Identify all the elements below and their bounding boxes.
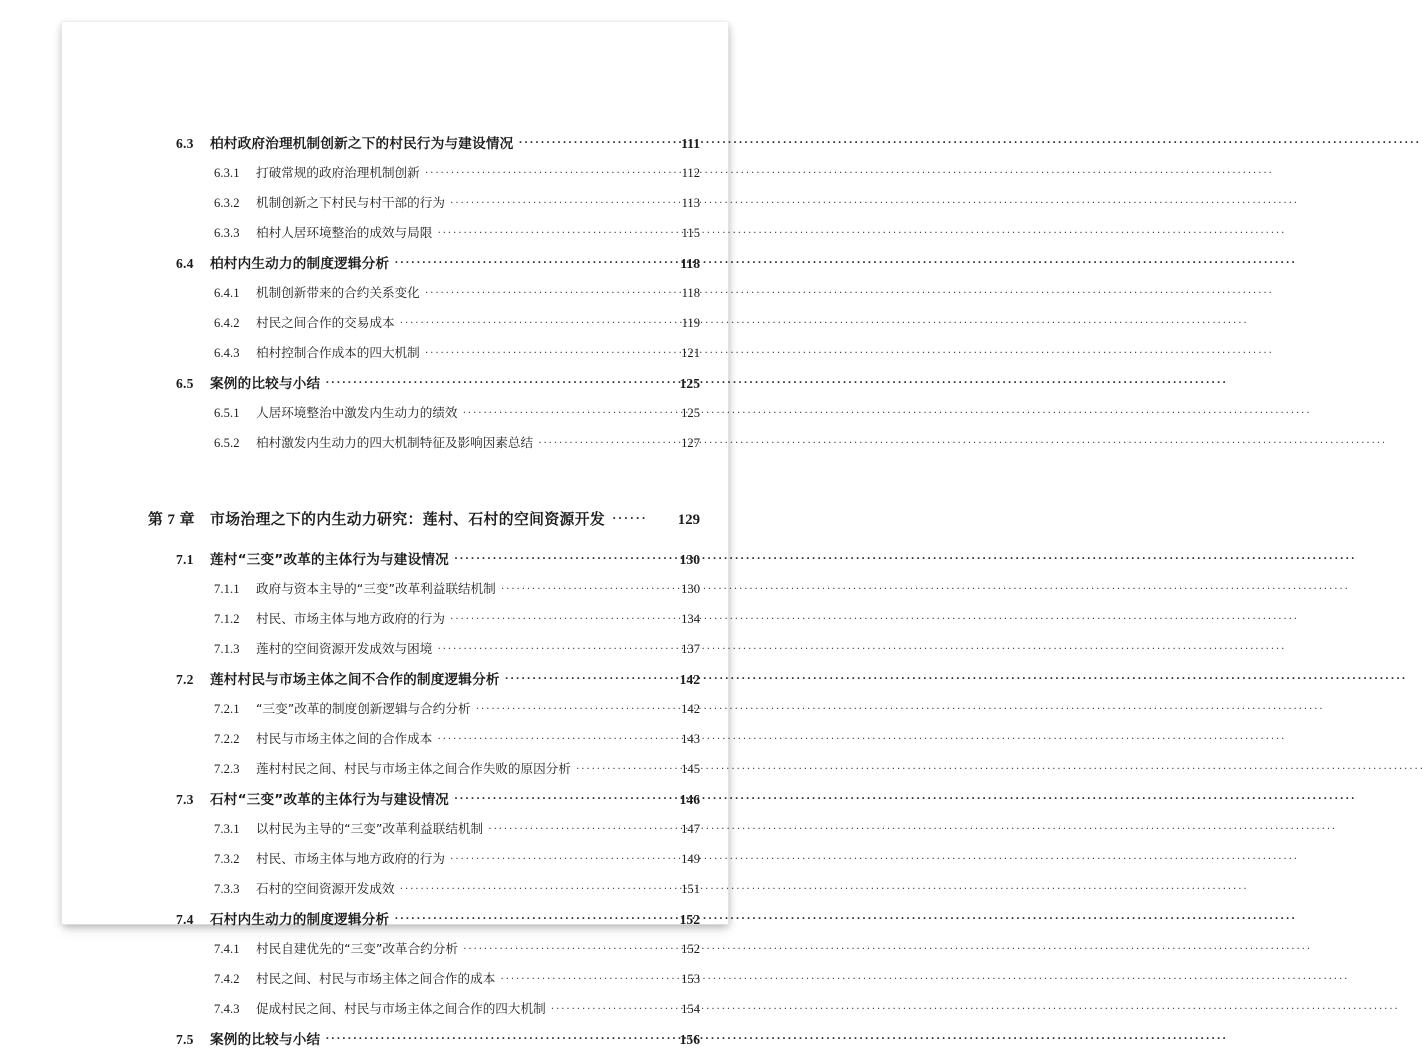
toc-entry-title: 案例的比较与小结 — [210, 1032, 321, 1048]
toc-entry-title: 莲村村民之间、村民与市场主体之间合作失败的原因分析 — [256, 761, 571, 776]
toc-entry-page-number: 153 — [681, 972, 700, 986]
toc-section-entry[interactable] — [62, 372, 728, 402]
toc-dot-leader — [325, 375, 666, 390]
toc-entry-number: 6.5.1 — [214, 406, 240, 420]
toc-section-entry[interactable] — [62, 548, 728, 578]
toc-entry-title: 机制创新带来的合约关系变化 — [256, 285, 420, 300]
toc-dot-leader — [612, 511, 658, 526]
toc-subsection-entry[interactable] — [62, 312, 728, 342]
toc-dot-leader — [576, 763, 666, 775]
toc-subsection-entry[interactable] — [62, 818, 728, 848]
toc-entry-number: 7.4.1 — [214, 942, 240, 956]
toc-subsection-entry[interactable] — [62, 192, 728, 222]
toc-entry-title: 市场治理之下的内生动力研究：莲村、石村的空间资源开发 — [210, 511, 606, 528]
toc-top-spacer — [62, 22, 728, 132]
toc-subsection-entry[interactable] — [62, 432, 728, 462]
toc-entry-number: 6.4 — [176, 256, 194, 271]
toc-entry-title: 以村民为主导的“三变”改革利益联结机制 — [256, 821, 484, 836]
toc-entry-number: 6.4.2 — [214, 316, 240, 330]
toc-subsection-entry[interactable] — [62, 402, 728, 432]
toc-entry-title: 莲村村民与市场主体之间不合作的制度逻辑分析 — [210, 672, 500, 688]
toc-entry-number: 6.5.2 — [214, 436, 240, 450]
toc-entry-number: 7.1.1 — [214, 582, 240, 596]
toc-entry-title: 人居环境整治中激发内生动力的绩效 — [256, 405, 458, 420]
toc-entry-number: 7.3.2 — [214, 852, 240, 866]
toc-entry-number: 7.1 — [176, 552, 194, 567]
toc-entry-page-number: 145 — [681, 762, 700, 776]
toc-entry-page-number: 152 — [679, 912, 700, 927]
toc-entry-title: 石村“三变”改革的主体行为与建设情况 — [210, 792, 449, 808]
toc-entry-title: 柏村激发内生动力的四大机制特征及影响因素总结 — [256, 435, 534, 450]
toc-dot-leader — [437, 227, 666, 239]
toc-dot-leader — [463, 943, 666, 955]
toc-subsection-entry[interactable] — [62, 222, 728, 252]
toc-dot-leader — [437, 733, 666, 745]
toc-entry-number: 7.5 — [176, 1032, 194, 1047]
toc-entry-page-number: 119 — [681, 316, 700, 330]
toc-entry-page-number: 129 — [677, 512, 700, 528]
toc-entry-title: 村民、市场主体与地方政府的行为 — [256, 611, 445, 626]
toc-entry-title: 莲村的空间资源开发成效与困境 — [256, 641, 433, 656]
toc-entry-number: 6.3.1 — [214, 166, 240, 180]
table-of-contents — [62, 22, 728, 1048]
toc-entry-title: 柏村内生动力的制度逻辑分析 — [210, 256, 390, 272]
toc-entry-page-number: 137 — [681, 642, 700, 656]
toc-entry-page-number: 151 — [681, 882, 700, 896]
toc-entry-number: 6.3 — [176, 136, 194, 151]
toc-entry-page-number: 142 — [681, 702, 700, 716]
toc-dot-leader — [505, 671, 666, 686]
toc-entry-title: 柏村政府治理机制创新之下的村民行为与建设情况 — [210, 136, 514, 152]
toc-section-entry[interactable] — [62, 1028, 728, 1058]
toc-entry-page-number: 156 — [679, 1032, 700, 1047]
toc-section-entry[interactable] — [62, 788, 728, 818]
toc-subsection-entry[interactable] — [62, 698, 728, 728]
toc-entry-page-number: 149 — [681, 852, 700, 866]
toc-dot-leader — [425, 347, 666, 359]
toc-subsection-entry[interactable] — [62, 638, 728, 668]
toc-subsection-entry[interactable] — [62, 878, 728, 908]
toc-entry-number: 7.1.3 — [214, 642, 240, 656]
toc-entry-page-number: 134 — [681, 612, 700, 626]
toc-dot-leader — [454, 551, 666, 566]
toc-dot-leader — [450, 853, 666, 865]
toc-dot-leader — [500, 973, 666, 985]
toc-dot-leader — [538, 437, 666, 449]
toc-section-entry[interactable] — [62, 252, 728, 282]
toc-entry-page-number: 118 — [681, 286, 700, 300]
toc-subsection-entry[interactable] — [62, 342, 728, 372]
toc-dot-leader — [463, 407, 667, 419]
toc-entry-page-number: 125 — [679, 376, 700, 391]
toc-entry-number: 7.1.2 — [214, 612, 240, 626]
toc-entry-title: 柏村控制合作成本的四大机制 — [256, 345, 420, 360]
toc-entry-page-number: 115 — [681, 226, 700, 240]
toc-entry-page-number: 152 — [681, 942, 700, 956]
toc-entry-title: 村民、市场主体与地方政府的行为 — [256, 851, 445, 866]
toc-entry-number: 6.3.2 — [214, 196, 240, 210]
toc-entry-page-number: 154 — [681, 1002, 700, 1016]
toc-entry-number: 7.2 — [176, 672, 194, 687]
toc-group-spacer — [62, 462, 728, 508]
toc-chapter-entry[interactable] — [62, 508, 728, 542]
toc-entry-number: 7.4.2 — [214, 972, 240, 986]
toc-dot-leader — [400, 883, 666, 895]
toc-entry-number: 6.3.3 — [214, 226, 240, 240]
toc-dot-leader — [488, 823, 666, 835]
toc-entry-number: 7.3.1 — [214, 822, 240, 836]
toc-entry-page-number: 142 — [679, 672, 700, 687]
toc-dot-leader — [450, 197, 666, 209]
toc-entry-title: 政府与资本主导的“三变”改革利益联结机制 — [256, 581, 496, 596]
toc-entry-number: 6.4.1 — [214, 286, 240, 300]
toc-entry-title: 莲村“三变”改革的主体行为与建设情况 — [210, 552, 449, 568]
toc-entry-page-number: 121 — [681, 346, 700, 360]
toc-subsection-entry[interactable] — [62, 578, 728, 608]
toc-entry-title: 村民之间合作的交易成本 — [256, 315, 395, 330]
toc-dot-leader — [450, 613, 666, 625]
toc-entry-title: 促成村民之间、村民与市场主体之间合作的四大机制 — [256, 1001, 546, 1016]
toc-subsection-entry[interactable] — [62, 998, 728, 1028]
toc-section-entry[interactable] — [62, 908, 728, 938]
toc-subsection-entry[interactable] — [62, 728, 728, 758]
toc-entry-page-number: 125 — [681, 406, 700, 420]
toc-entry-title: “三变”改革的制度创新逻辑与合约分析 — [256, 701, 471, 716]
toc-dot-leader — [394, 911, 666, 926]
toc-subsection-entry[interactable] — [62, 162, 728, 192]
toc-entry-number: 7.2.1 — [214, 702, 240, 716]
toc-entry-number: 7.3 — [176, 792, 194, 807]
toc-entry-page-number: 130 — [679, 552, 700, 567]
toc-entry-title: 案例的比较与小结 — [210, 376, 321, 392]
toc-entry-title: 石村内生动力的制度逻辑分析 — [210, 912, 390, 928]
toc-entry-page-number: 118 — [680, 256, 700, 271]
toc-entry-number: 7.3.3 — [214, 882, 240, 896]
toc-dot-leader — [551, 1003, 666, 1015]
toc-dot-leader — [400, 317, 666, 329]
toc-entry-title: 石村的空间资源开发成效 — [256, 881, 395, 896]
toc-entry-number: 7.2.3 — [214, 762, 240, 776]
toc-entry-title: 柏村人居环境整治的成效与局限 — [256, 225, 433, 240]
toc-entry-list — [62, 22, 728, 1058]
toc-subsection-entry[interactable] — [62, 938, 728, 968]
toc-entry-title: 机制创新之下村民与村干部的行为 — [256, 195, 445, 210]
toc-dot-leader — [454, 791, 666, 806]
toc-dot-leader — [325, 1031, 666, 1046]
toc-entry-page-number: 147 — [681, 822, 700, 836]
toc-dot-leader — [425, 167, 666, 179]
toc-dot-leader — [425, 287, 666, 299]
toc-section-entry[interactable] — [62, 132, 728, 162]
toc-entry-title: 村民自建优先的“三变”改革合约分析 — [256, 941, 458, 956]
toc-entry-number: 第 7 章 — [148, 512, 195, 528]
toc-entry-number: 6.4.3 — [214, 346, 240, 360]
toc-entry-page-number: 113 — [681, 196, 700, 210]
toc-dot-leader — [518, 135, 666, 150]
toc-subsection-entry[interactable] — [62, 968, 728, 998]
toc-entry-page-number: 127 — [681, 436, 700, 450]
toc-dot-leader — [437, 643, 666, 655]
toc-subsection-entry[interactable] — [62, 608, 728, 638]
toc-subsection-entry[interactable] — [62, 758, 728, 788]
toc-entry-number: 6.5 — [176, 376, 194, 391]
toc-entry-page-number: 143 — [681, 732, 700, 746]
toc-entry-page-number: 130 — [681, 582, 700, 596]
toc-dot-leader — [476, 703, 666, 715]
toc-entry-number: 7.4.3 — [214, 1002, 240, 1016]
toc-entry-page-number: 111 — [681, 136, 700, 151]
toc-entry-number: 7.4 — [176, 912, 194, 927]
toc-entry-page-number: 146 — [679, 792, 700, 807]
toc-entry-number: 7.2.2 — [214, 732, 240, 746]
toc-dot-leader — [501, 583, 666, 595]
toc-entry-title: 村民之间、村民与市场主体之间合作的成本 — [256, 971, 496, 986]
toc-subsection-entry[interactable] — [62, 282, 728, 312]
book-page-sheet — [62, 22, 728, 1048]
toc-section-entry[interactable] — [62, 668, 728, 698]
toc-subsection-entry[interactable] — [62, 848, 728, 878]
toc-entry-title: 村民与市场主体之间的合作成本 — [256, 731, 433, 746]
toc-dot-leader — [394, 255, 666, 270]
toc-entry-page-number: 112 — [681, 166, 700, 180]
toc-entry-title: 打破常规的政府治理机制创新 — [256, 165, 420, 180]
